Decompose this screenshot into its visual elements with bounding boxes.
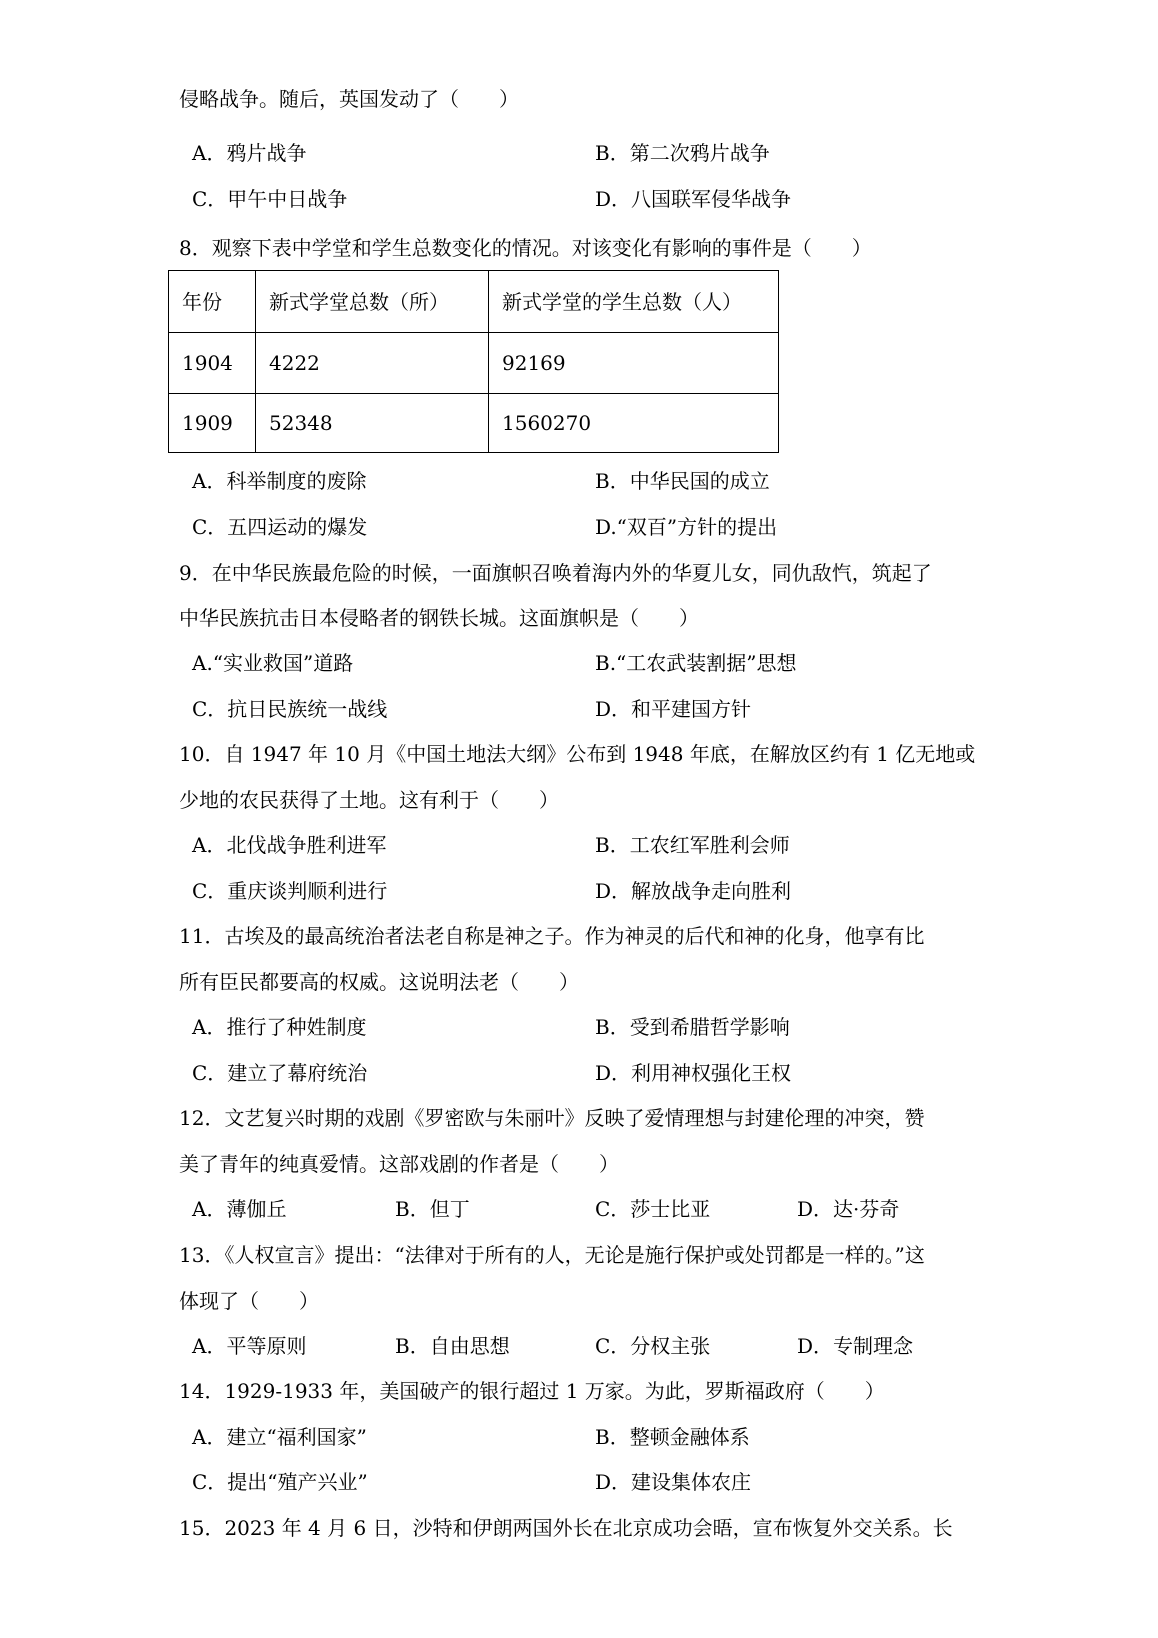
q14-option-c: C．提出“殖产兴业” <box>192 1470 368 1494</box>
table-cell-year-1909: 1909 <box>169 394 256 453</box>
q9-question-line-2: 中华民族抗击日本侵略者的钢铁长城。这面旗帜是（ ） <box>179 606 699 630</box>
q11-option-d: D．利用神权强化王权 <box>595 1061 792 1085</box>
table-cell-students-1909: 1560270 <box>489 394 779 453</box>
q14-option-d: D．建设集体农庄 <box>595 1470 752 1494</box>
q7-continuation-line: 侵略战争。随后，英国发动了（ ） <box>179 87 519 111</box>
q13-option-b: B．自由思想 <box>395 1334 510 1358</box>
q7-option-d: D．八国联军侵华战争 <box>595 187 792 211</box>
q11-question-line-1: 11．古埃及的最高统治者法老自称是神之子。作为神灵的后代和神的化身，他享有比 <box>179 924 925 948</box>
table-cell-schools-1904: 4222 <box>256 333 489 394</box>
table-cell-students-1904: 92169 <box>489 333 779 394</box>
q10-question-line-1: 10．自 1947 年 10 月《中国土地法大纲》公布到 1948 年底，在解放区约有 1 亿无地或 <box>179 742 976 766</box>
q11-option-c: C．建立了幕府统治 <box>192 1061 368 1085</box>
q8-option-d: D.“双百”方针的提出 <box>595 515 778 539</box>
q12-option-d: D．达·芬奇 <box>797 1197 900 1221</box>
q8-option-c: C．五四运动的爆发 <box>192 515 368 539</box>
q8-data-table <box>168 270 779 453</box>
table-cell-schools-1909: 52348 <box>256 394 489 453</box>
q9-option-c: C．抗日民族统一战线 <box>192 697 388 721</box>
q11-option-a: A．推行了种姓制度 <box>192 1015 367 1039</box>
q10-option-a: A．北伐战争胜利进军 <box>192 833 387 857</box>
q12-question-line-2: 美了青年的纯真爱情。这部戏剧的作者是（ ） <box>179 1152 619 1176</box>
q12-option-b: B．但丁 <box>395 1197 470 1221</box>
q12-question-line-1: 12．文艺复兴时期的戏剧《罗密欧与朱丽叶》反映了爱情理想与封建伦理的冲突，赞 <box>179 1106 925 1130</box>
q10-option-d: D．解放战争走向胜利 <box>595 879 792 903</box>
q10-option-c: C．重庆谈判顺利进行 <box>192 879 388 903</box>
q7-option-c: C．甲午中日战争 <box>192 187 348 211</box>
q8-option-b: B．中华民国的成立 <box>595 469 770 493</box>
q14-option-a: A．建立“福利国家” <box>192 1425 367 1449</box>
table-header-schools: 新式学堂总数（所） <box>256 271 489 333</box>
q13-question-line-1: 13．《人权宣言》提出：“法律对于所有的人，无论是施行保护或处罚都是一样的。”这 <box>179 1243 925 1267</box>
table-header-students: 新式学堂的学生总数（人） <box>489 271 779 333</box>
q13-question-line-2: 体现了（ ） <box>179 1289 319 1313</box>
q15-question-line: 15．2023 年 4 月 6 日，沙特和伊朗两国外长在北京成功会晤，宣布恢复外交关系。长 <box>179 1516 953 1540</box>
q10-question-line-2: 少地的农民获得了土地。这有利于（ ） <box>179 788 559 812</box>
q8-option-a: A．科举制度的废除 <box>192 469 367 493</box>
table-header-year: 年份 <box>169 271 256 333</box>
q11-option-b: B．受到希腊哲学影响 <box>595 1015 790 1039</box>
table-cell-year-1904: 1904 <box>169 333 256 394</box>
q13-option-d: D．专制理念 <box>797 1334 914 1358</box>
q9-option-b: B.“工农武装割据”思想 <box>595 651 797 675</box>
q11-question-line-2: 所有臣民都要高的权威。这说明法老（ ） <box>179 970 579 994</box>
q7-option-b: B．第二次鸦片战争 <box>595 141 770 165</box>
q8-question-line: 8．观察下表中学堂和学生总数变化的情况。对该变化有影响的事件是（ ） <box>179 236 872 260</box>
q13-option-a: A．平等原则 <box>192 1334 307 1358</box>
q12-option-a: A．薄伽丘 <box>192 1197 287 1221</box>
q7-option-a: A．鸦片战争 <box>192 141 307 165</box>
q9-option-d: D．和平建国方针 <box>595 697 752 721</box>
q12-option-c: C．莎士比亚 <box>595 1197 711 1221</box>
q14-option-b: B．整顿金融体系 <box>595 1425 750 1449</box>
q9-question-line-1: 9．在中华民族最危险的时候，一面旗帜召唤着海内外的华夏儿女，同仇敌忾，筑起了 <box>179 561 932 585</box>
q10-option-b: B．工农红军胜利会师 <box>595 833 790 857</box>
q13-option-c: C．分权主张 <box>595 1334 711 1358</box>
q14-question-line: 14．1929-1933 年，美国破产的银行超过 1 万家。为此，罗斯福政府（ ） <box>179 1379 885 1403</box>
q9-option-a: A.“实业救国”道路 <box>192 651 354 675</box>
